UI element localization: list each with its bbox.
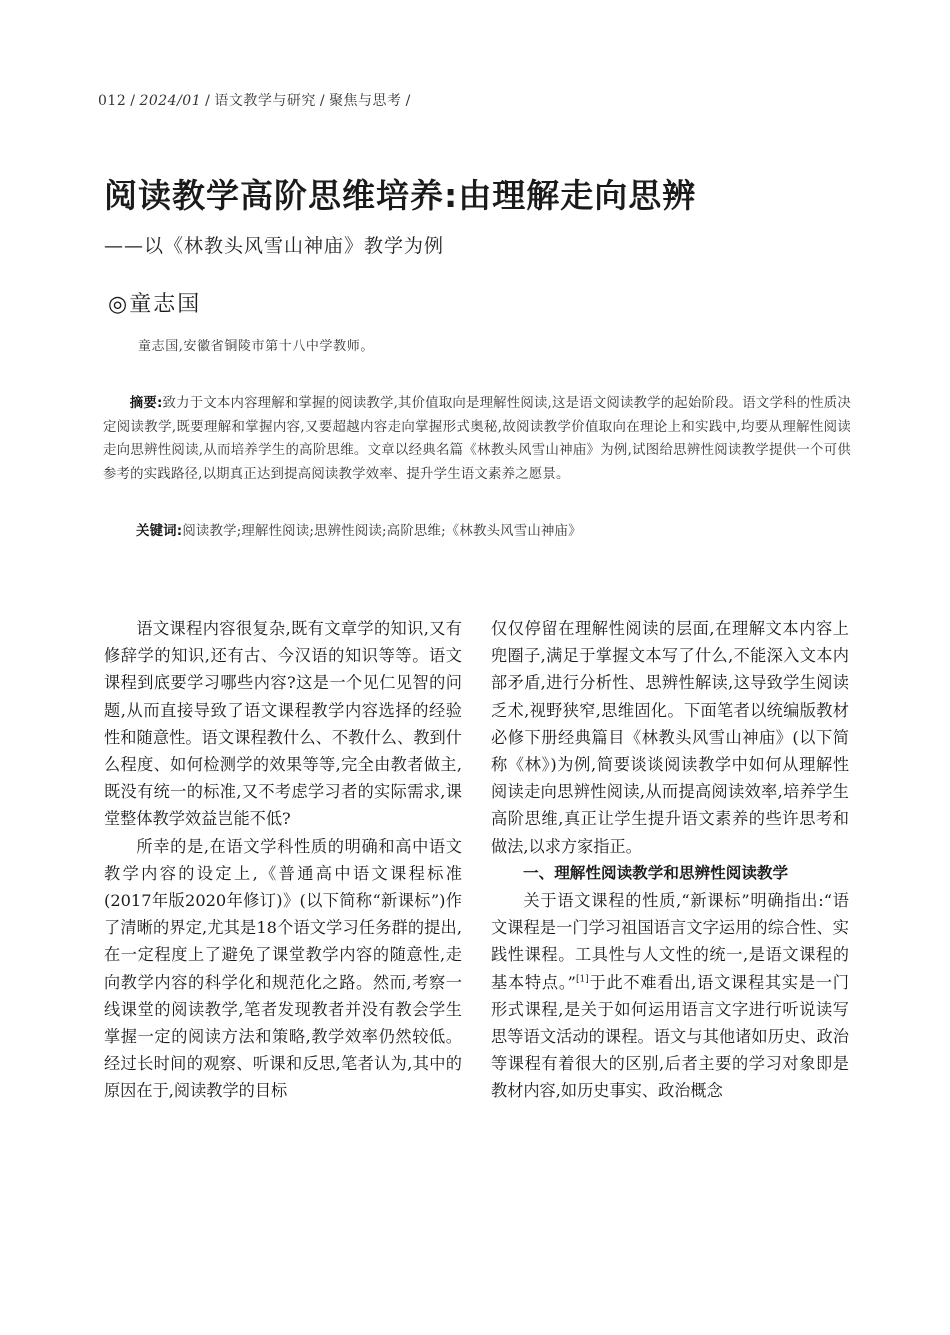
body-column-right xyxy=(491,615,849,1105)
article-title: 阅读教学高阶思维培养:由理解走向思辨 xyxy=(104,176,697,215)
journal-name: 语文教学与研究 xyxy=(214,93,316,109)
body-paragraph xyxy=(491,615,849,860)
abstract-text: 致力于文本内容理解和掌握的阅读教学,其价值取向是理解性阅读,这是语文阅读教学的起始阶段。语文学科的性质决定阅读教学,既要理解和掌握内容,又要超越内容走向掌握形式奥秘,故阅读教学价值取向在理论上和实践中,均要从理解性阅读走向思辨性阅读,从而培养学生的高阶思维。文章以经典名篇《林教头风雪山神庙》为例,试图给思辨性阅读教学提供一个可供参考的实践路径,以期真正达到提高阅读教学效率、提升学生语文素养之愿景。 xyxy=(103,396,851,482)
keywords-label: 关键词: xyxy=(136,524,183,539)
abstract-label: 摘要: xyxy=(129,396,163,411)
body-paragraph xyxy=(491,887,849,1105)
abstract xyxy=(103,392,851,486)
article-subtitle: ——以《林教头风雪山神庙》教学为例 xyxy=(104,235,445,257)
body-paragraph-text: 仅仅停留在理解性阅读的层面,在理解文本内容上兜圈子,满足于掌握文本写了什么,不能深入文本内部矛盾,进行分析性、思辨性解读,这导致学生阅读乏术,视野狭窄,思维固化。下面笔者以统编版教材必修下册经典篇目《林教头风雪山神庙》(以下简称《林》)为例,简要谈谈阅读教学中如何从理解性阅读走向思辨性阅读,从而提高阅读效率,培养学生高阶思维,真正让学生提升语文素养的些许思考和做法,以求方家指正。 xyxy=(491,619,849,856)
body-paragraph-text-a: 关于语文课程的性质,“新课标”明确指出:“语文课程是一门学习祖国语言文字运用的综合性、实践性课程。工具性与人文性的统一,是语文课程的基本特点。” xyxy=(491,891,849,992)
issue-number: 2024/01 xyxy=(139,93,202,109)
keywords xyxy=(136,520,582,539)
body-paragraph-text-b: 于此不难看出,语文课程其实是一门形式课程,是关于如何运用语言文字进行听说读写思等语文活动的课程。语文与其他诸如历史、政治等课程有着很大的区别,后者主要的学习对象即是教材内容,如历史事实、政治概念 xyxy=(491,972,849,1101)
column-name: 聚焦与思考 xyxy=(329,93,402,109)
keywords-text: 阅读教学;理解性阅读;思辨性阅读;高阶思维;《林教头风雪山神庙》 xyxy=(182,524,582,539)
author-name: ◎童志国 xyxy=(108,292,202,317)
section-heading: 一、理解性阅读教学和思辨性阅读教学 xyxy=(523,863,789,882)
running-header: 012 / 2024/01 / 语文教学与研究 / 聚焦与思考 / xyxy=(98,93,411,109)
body-paragraph: 所幸的是,在语文学科性质的明确和高中语文教学内容的设定上,《普通高中语文课程标准(2017年版2020年修订)》(以下简称“新课标”)作了清晰的界定,尤其是18个语文学习任务群的提出,在一定程度上了避免了课堂教学内容的随意性,走向教学内容的科学化和规范化之路。然而,考察一线课堂的阅读教学,笔者发现教者并没有教会学生掌握一定的阅读方法和策略,教学效率仍然较低。经过长时间的观察、听课和反思,笔者认为,其中的原因在于,阅读教学的目标 xyxy=(104,836,462,1101)
body-paragraph: 语文课程内容很复杂,既有文章学的知识,又有修辞学的知识,还有古、今汉语的知识等等。语文课程到底要学习哪些内容?这是一个见仁见智的问题,从而直接导致了语文课程教学内容选择的经验性和随意性。语文课程教什么、不教什么、教到什么程度、如何检测学的效果等等,完全由教者做主,既没有统一的标准,又不考虑学习者的实际需求,课堂整体教学效益岂能不低? xyxy=(104,619,462,829)
page-number: 012 xyxy=(98,93,127,109)
author-affiliation: 童志国,安徽省铜陵市第十八中学教师。 xyxy=(138,339,374,354)
body-column-left xyxy=(104,615,462,1105)
footnote-reference: [1] xyxy=(575,974,589,985)
